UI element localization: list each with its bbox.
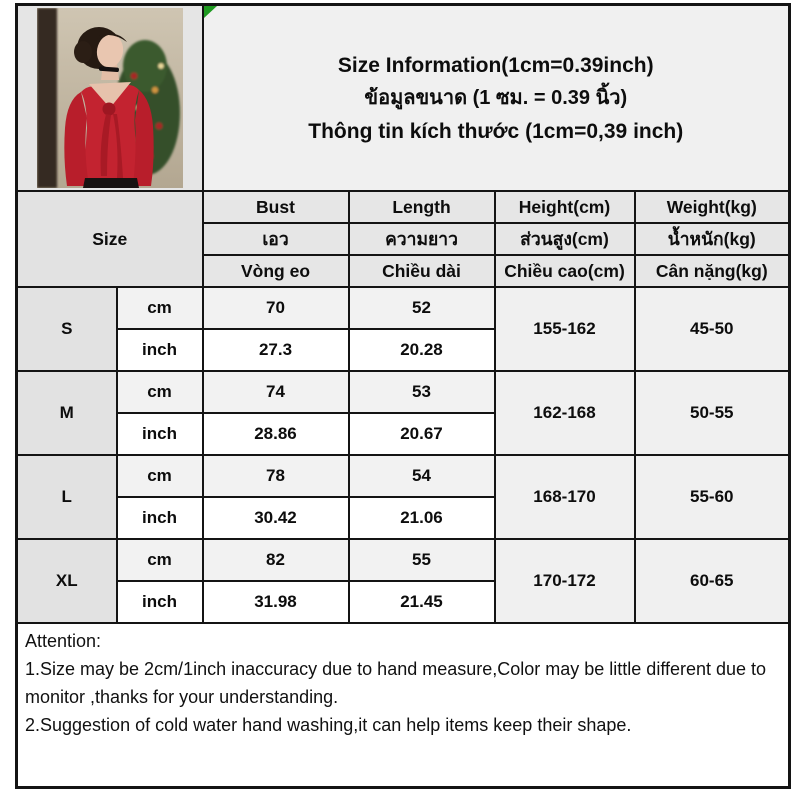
weight-value-cell: 60-65 xyxy=(635,539,790,623)
col-header-bust-th: เอว xyxy=(203,223,349,255)
unit-label-cm-cell: cm xyxy=(117,455,203,497)
bust-cm-value-cell: 78 xyxy=(203,455,349,497)
attention-title: Attention: xyxy=(25,631,102,651)
hair-bun xyxy=(74,41,92,63)
title-thai: ข้อมูลขนาด (1 ซม. = 0.39 นิ้ว) xyxy=(364,86,628,109)
col-header-length-th: ความยาว xyxy=(349,223,495,255)
unit-label-inch-cell: inch xyxy=(117,581,203,623)
size-row-l-cm xyxy=(17,455,790,497)
attention-cell xyxy=(17,623,790,787)
length-inch-value-cell: 20.28 xyxy=(349,329,495,371)
height-value-cell: 170-172 xyxy=(495,539,635,623)
weight-value-cell: 55-60 xyxy=(635,455,790,539)
col-header-height-en: Height(cm) xyxy=(495,191,635,223)
size-rows xyxy=(17,287,790,623)
size-label-cell: M xyxy=(17,371,117,455)
bow-knot xyxy=(102,103,115,116)
attention-note-1: 1.Size may be 2cm/1inch inaccuracy due to hand measure,Color may be little different due to monitor ,thanks for your understanding. xyxy=(25,659,767,707)
size-label-cell: L xyxy=(17,455,117,539)
size-row-m-cm xyxy=(17,371,790,413)
doorway-shadow xyxy=(37,8,57,188)
col-header-bust-vi: Vòng eo xyxy=(203,255,349,287)
skirt xyxy=(83,178,139,188)
bust-cm-value-cell: 70 xyxy=(203,287,349,329)
length-inch-value-cell: 21.45 xyxy=(349,581,495,623)
length-cm-value-cell: 54 xyxy=(349,455,495,497)
length-cm-value-cell: 55 xyxy=(349,539,495,581)
product-photo xyxy=(37,8,183,188)
bust-cm-value-cell: 82 xyxy=(203,539,349,581)
title-cell xyxy=(203,5,790,192)
length-cm-value-cell: 53 xyxy=(349,371,495,413)
size-row-s-cm xyxy=(17,287,790,329)
col-header-length-en: Length xyxy=(349,191,495,223)
title-vietnamese: Thông tin kích thước (1cm=0,39 inch) xyxy=(308,119,684,143)
size-info-sheet xyxy=(15,3,791,789)
attention-note-2: 2.Suggestion of cold water hand washing,it can help items keep their shape. xyxy=(25,715,632,735)
size-label-cell: XL xyxy=(17,539,117,623)
unit-label-cm-cell: cm xyxy=(117,287,203,329)
unit-label-cm-cell: cm xyxy=(117,371,203,413)
col-header-weight-th: น้ำหนัก(kg) xyxy=(635,223,790,255)
bust-inch-value-cell: 27.3 xyxy=(203,329,349,371)
size-header-cell: Size xyxy=(17,191,203,287)
col-header-height-th: ส่วนสูง(cm) xyxy=(495,223,635,255)
col-header-length-vi: Chiều dài xyxy=(349,255,495,287)
bust-cm-value-cell: 74 xyxy=(203,371,349,413)
top-row xyxy=(17,5,790,192)
col-header-weight-vi: Cân nặng(kg) xyxy=(635,255,790,287)
bust-inch-value-cell: 30.42 xyxy=(203,497,349,539)
height-value-cell: 168-170 xyxy=(495,455,635,539)
length-cm-value-cell: 52 xyxy=(349,287,495,329)
unit-label-inch-cell: inch xyxy=(117,329,203,371)
header-row-english xyxy=(17,191,790,223)
col-header-weight-en: Weight(kg) xyxy=(635,191,790,223)
height-value-cell: 155-162 xyxy=(495,287,635,371)
col-header-bust-en: Bust xyxy=(203,191,349,223)
length-inch-value-cell: 21.06 xyxy=(349,497,495,539)
bust-inch-value-cell: 31.98 xyxy=(203,581,349,623)
col-header-height-vi: Chiều cao(cm) xyxy=(495,255,635,287)
unit-label-inch-cell: inch xyxy=(117,413,203,455)
length-inch-value-cell: 20.67 xyxy=(349,413,495,455)
product-photo-cell xyxy=(17,5,203,192)
bust-inch-value-cell: 28.86 xyxy=(203,413,349,455)
weight-value-cell: 50-55 xyxy=(635,371,790,455)
cell-flag-icon xyxy=(204,6,217,18)
attention-row xyxy=(17,623,790,787)
height-value-cell: 162-168 xyxy=(495,371,635,455)
size-chart-table xyxy=(15,3,791,789)
size-label-cell: S xyxy=(17,287,117,371)
size-row-xl-cm xyxy=(17,539,790,581)
weight-value-cell: 45-50 xyxy=(635,287,790,371)
unit-label-inch-cell: inch xyxy=(117,497,203,539)
unit-label-cm-cell: cm xyxy=(117,539,203,581)
title-english: Size Information(1cm=0.39inch) xyxy=(337,53,654,77)
